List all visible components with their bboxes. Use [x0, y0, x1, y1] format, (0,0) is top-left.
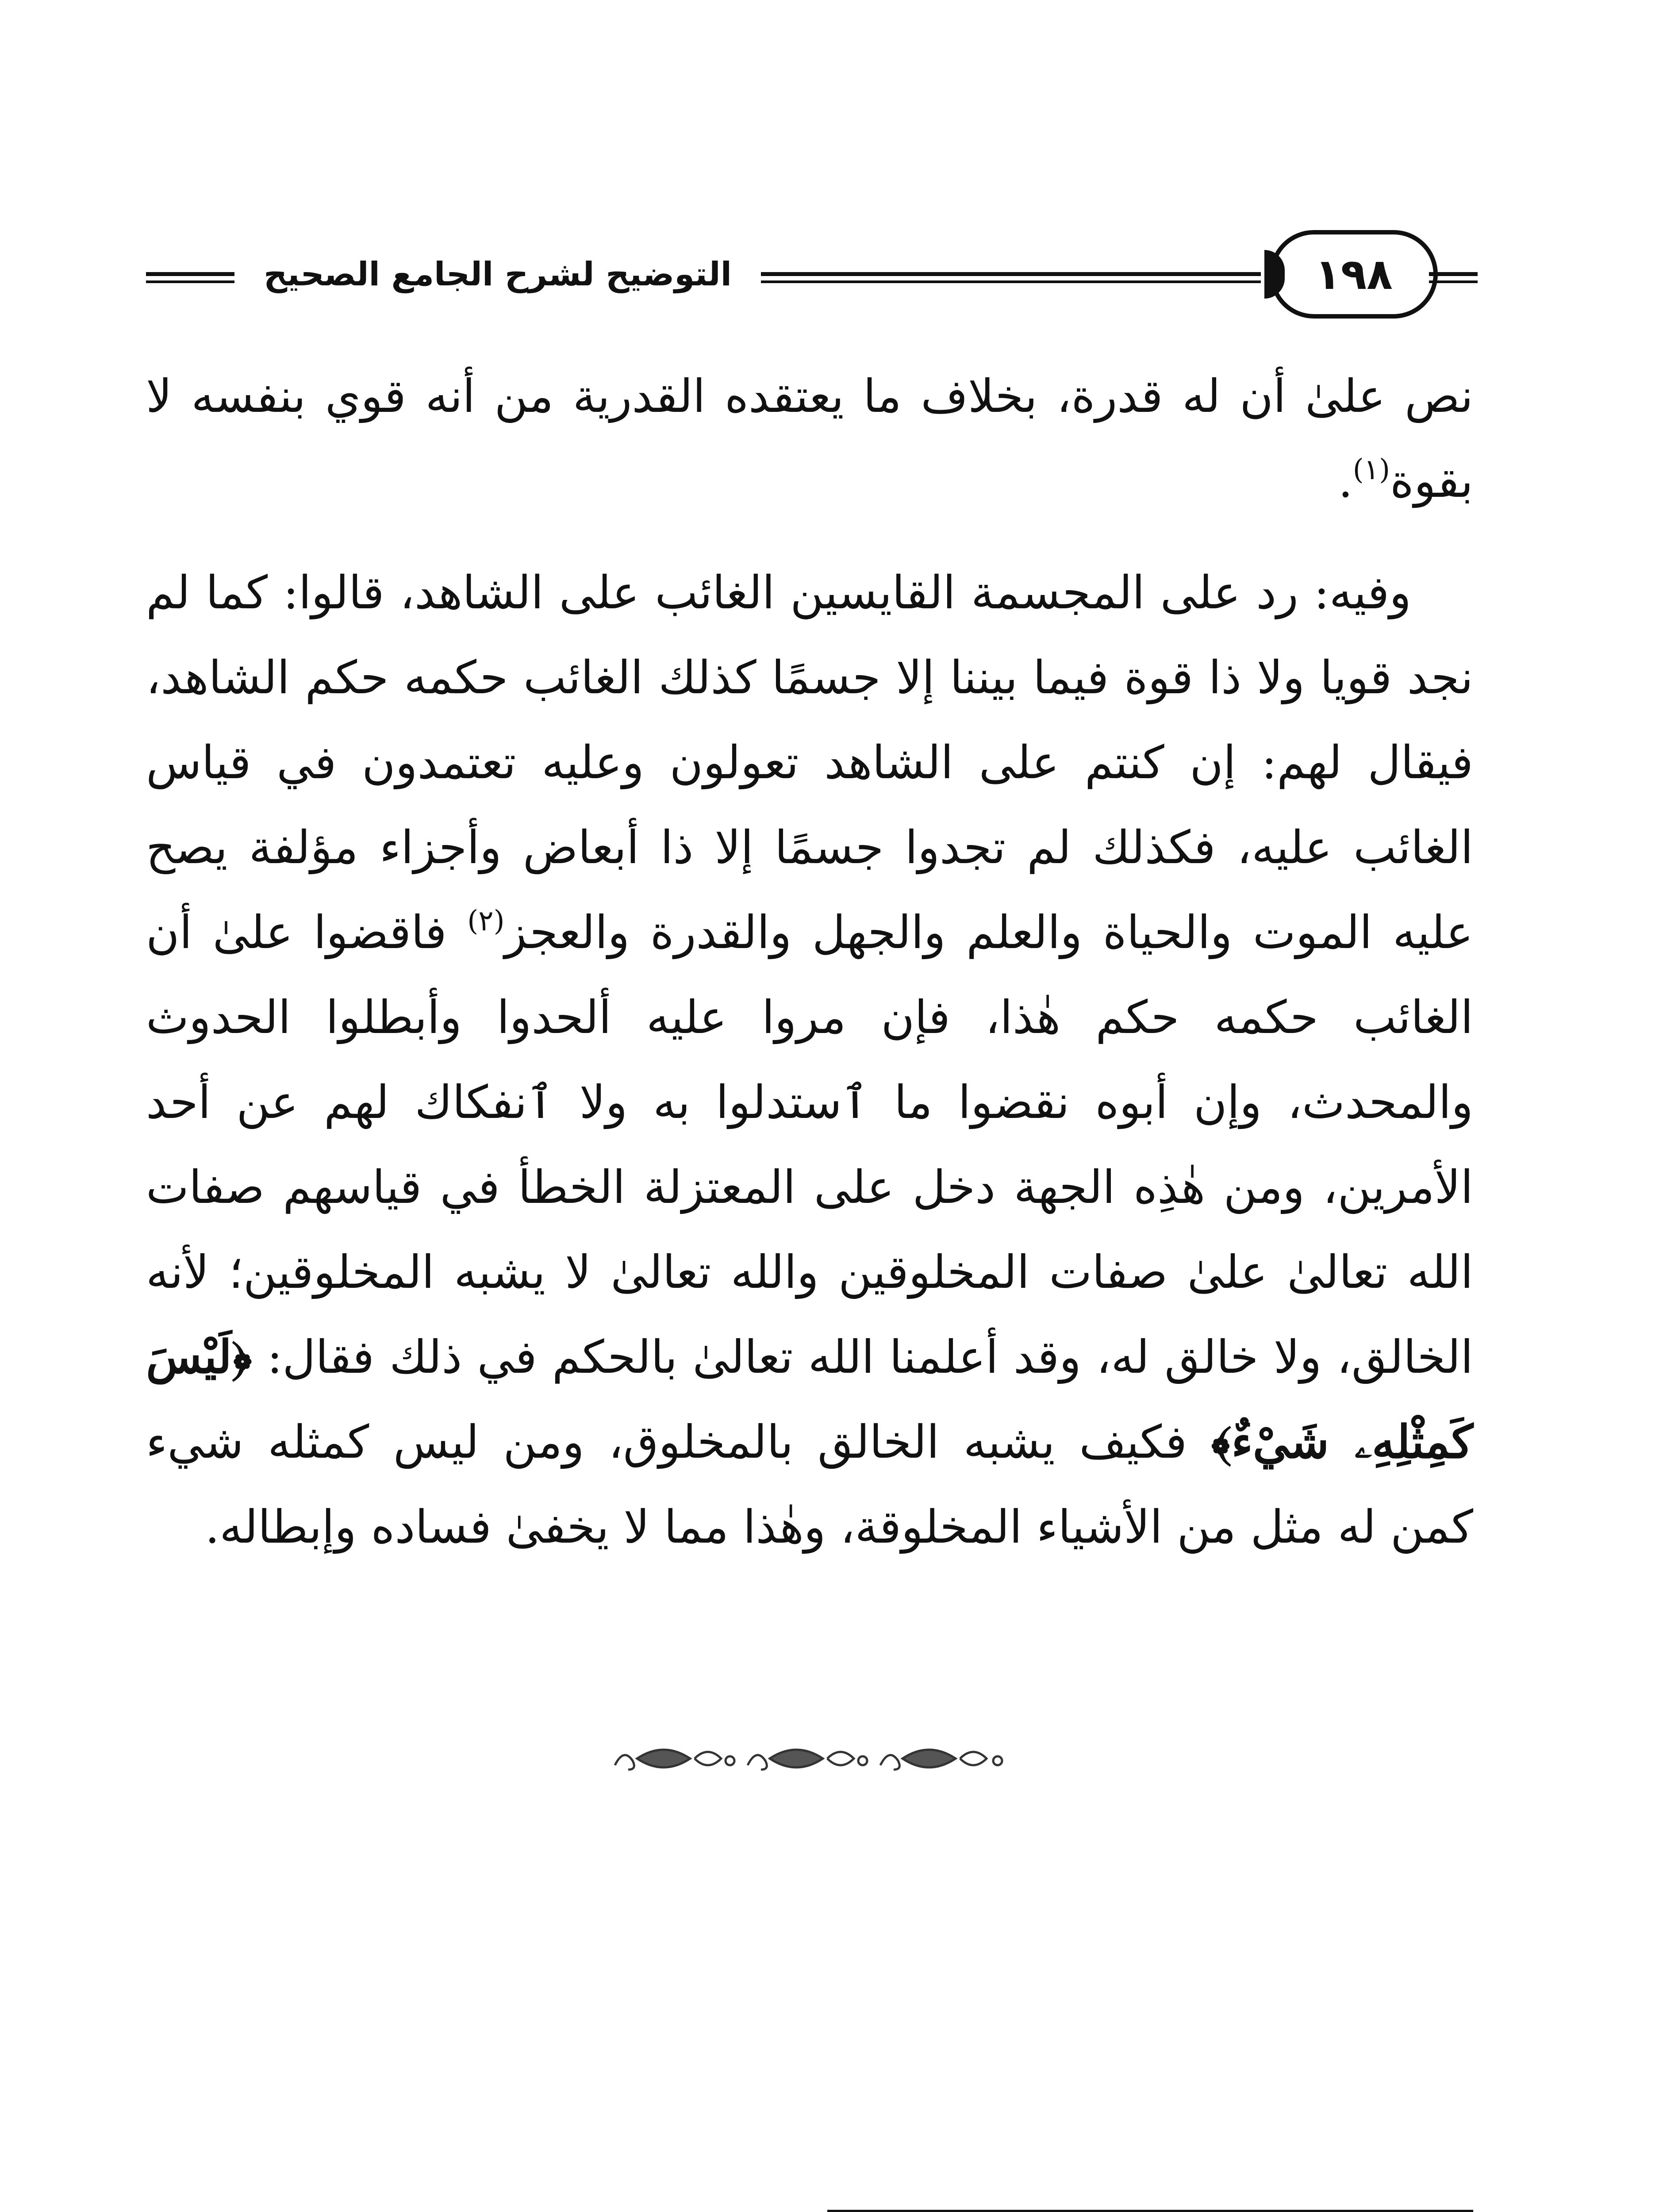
paragraph-2-part-3: فكيف يشبه الخالق بالمخلوق، ومن ليس كمثله شيء كمن له مثل من الأشياء المخلوقة، وهٰذا مما لا يخفىٰ فساده وإبطاله.	[146, 1416, 1473, 1554]
header-rule-middle	[761, 272, 1261, 276]
paragraph-2-part-1: وفيه: رد على المجسمة القايسين الغائب على الشاهد، قالوا: كما لم نجد قويا ولا ذا قوة فيما بيننا إلا جسمًا كذلك الغائب حكمه حكم الشاهد، فيقال لهم: إن كنتم على الشاهد تعولون وعليه تعتمدون في قياس الغائب عليه، فكذلك لم تجدوا جسمًا إلا ذا أبعاض وأجزاء مؤلفة يصح عليه الموت والحياة والعلم والجهل والقدرة والعجز	[146, 566, 1473, 959]
paragraph-2-part-2: فاقضوا علىٰ أن الغائب حكمه حكم هٰذا، فإن مروا عليه ألحدوا وأبطلوا الحدوث والمحدث، وإن أبوه نقضوا ما ٱستدلوا به ولا ٱنفكاك لهم عن أحد الأمرين، ومن هٰذِه الجهة دخل على المعتزلة الخطأ في قياسهم صفات الله تعالىٰ علىٰ صفات المخلوقين والله تعالىٰ لا يشبه المخلوقين؛ لأنه الخالق، ولا خالق له، وقد أعلمنا الله تعالىٰ بالحكم في ذلك فقال:	[146, 906, 1474, 1384]
paragraph-1-text: نص علىٰ أن له قدرة، بخلاف ما يعتقده القدرية من أنه قوي بنفسه لا بقوة	[146, 370, 1473, 508]
quran-verse: ﴿لَيْسَ كَمِثْلِهِۦ شَيْءٌ﴾	[146, 1330, 1473, 1469]
footnote-ref-1[interactable]: (١)	[1352, 453, 1390, 486]
ornament-left-scroll	[615, 1750, 734, 1770]
paragraph-1-end: .	[1338, 455, 1353, 508]
ornament-middle-scroll	[748, 1750, 867, 1770]
ornament-right-scroll	[880, 1750, 1002, 1770]
running-title: التوضيح لشرح الجامع الصحيح	[263, 255, 732, 293]
body-text	[146, 354, 1473, 1570]
section-end-ornament	[606, 1734, 1013, 1783]
running-header	[146, 230, 1473, 319]
footnote-ref-2[interactable]: (٢)	[467, 905, 505, 937]
footnote-separator	[827, 2210, 1473, 2212]
header-rule-left	[146, 272, 234, 276]
header-rule-right	[1429, 272, 1478, 276]
page-number: ١٩٨	[1270, 230, 1438, 319]
paragraph-1	[146, 354, 1473, 524]
paragraph-2	[146, 550, 1473, 1570]
